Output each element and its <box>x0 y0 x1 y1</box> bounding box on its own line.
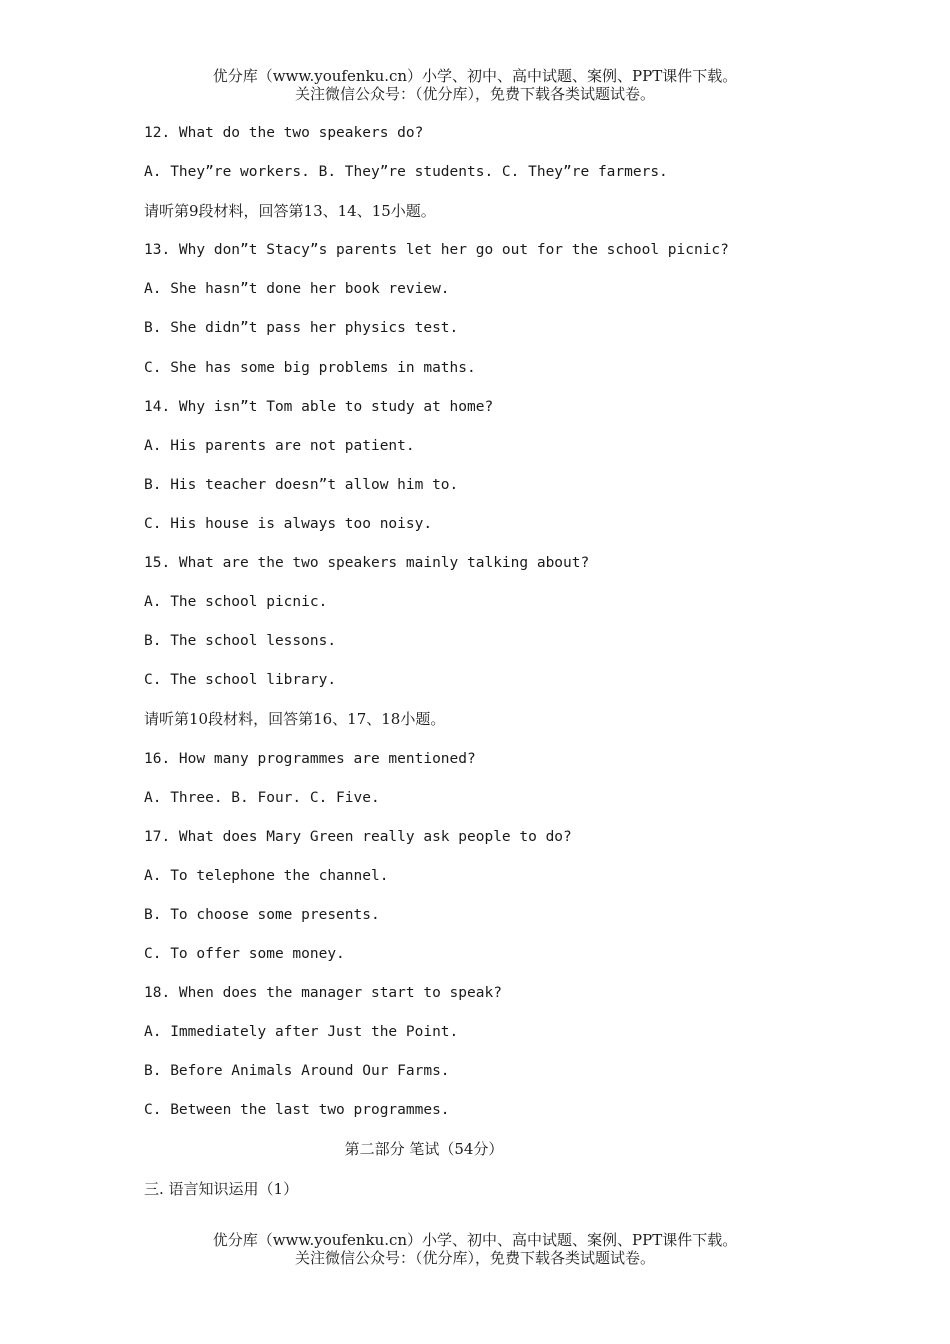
question-13-option-b: B. She didn”t pass her physics test. <box>144 320 459 337</box>
question-18-option-b: B. Before Animals Around Our Farms. <box>144 1063 450 1080</box>
question-18-option-a: A. Immediately after Just the Point. <box>144 1024 459 1041</box>
question-17-option-c: C. To offer some money. <box>144 945 345 962</box>
question-17-option-a: A. To telephone the channel. <box>144 867 389 884</box>
page-footer <box>0 1231 950 1267</box>
footer-line-2: 关注微信公众号：（优分库），免费下载各类试题试卷。 <box>294 1249 655 1267</box>
part-two-heading: 第二部分 笔试（54分） <box>344 1140 504 1159</box>
question-16-options: A. Three. B. Four. C. Five. <box>144 789 380 806</box>
question-17-option-b: B. To choose some presents. <box>144 906 380 923</box>
document-body <box>144 124 864 1219</box>
question-14: 14. Why isn”t Tom able to study at home? <box>144 398 494 415</box>
question-14-option-b: B. His teacher doesn”t allow him to. <box>144 476 459 493</box>
question-15-option-b: B. The school lessons. <box>144 633 337 650</box>
question-16: 16. How many programmes are mentioned? <box>144 750 476 767</box>
question-15-option-a: A. The school picnic. <box>144 594 328 611</box>
page-header <box>0 67 950 103</box>
question-13-option-c: C. She has some big problems in maths. <box>144 359 476 376</box>
question-14-option-c: C. His house is always too noisy. <box>144 515 433 532</box>
question-13: 13. Why don”t Stacy”s parents let her go out for the school picnic? <box>144 242 729 259</box>
question-12: 12. What do the two speakers do? <box>144 125 424 141</box>
question-15: 15. What are the two speakers mainly talking about? <box>144 555 590 572</box>
question-18-option-c: C. Between the last two programmes. <box>144 1102 450 1119</box>
question-12-options: A. They”re workers. B. They”re students. C. They”re farmers. <box>144 164 668 181</box>
section-three-heading: 三. 语言知识运用（1） <box>144 1179 299 1198</box>
header-line-1: 优分库（www.youfenku.cn）小学、初中、高中试题、案例、PPT课件下载。 <box>212 67 738 85</box>
question-14-option-a: A. His parents are not patient. <box>144 437 415 454</box>
footer-line-1: 优分库（www.youfenku.cn）小学、初中、高中试题、案例、PPT课件下载。 <box>212 1231 738 1249</box>
question-13-option-a: A. She hasn”t done her book review. <box>144 281 450 298</box>
question-18: 18. When does the manager start to speak? <box>144 985 502 1002</box>
question-15-option-c: C. The school library. <box>144 672 337 689</box>
question-17: 17. What does Mary Green really ask people to do? <box>144 828 572 845</box>
header-line-2: 关注微信公众号：（优分库），免费下载各类试题试卷。 <box>294 85 655 103</box>
section-instruction-10: 请听第10段材料，回答第16、17、18小题。 <box>144 710 446 729</box>
section-instruction-9: 请听第9段材料，回答第13、14、15小题。 <box>144 202 436 221</box>
